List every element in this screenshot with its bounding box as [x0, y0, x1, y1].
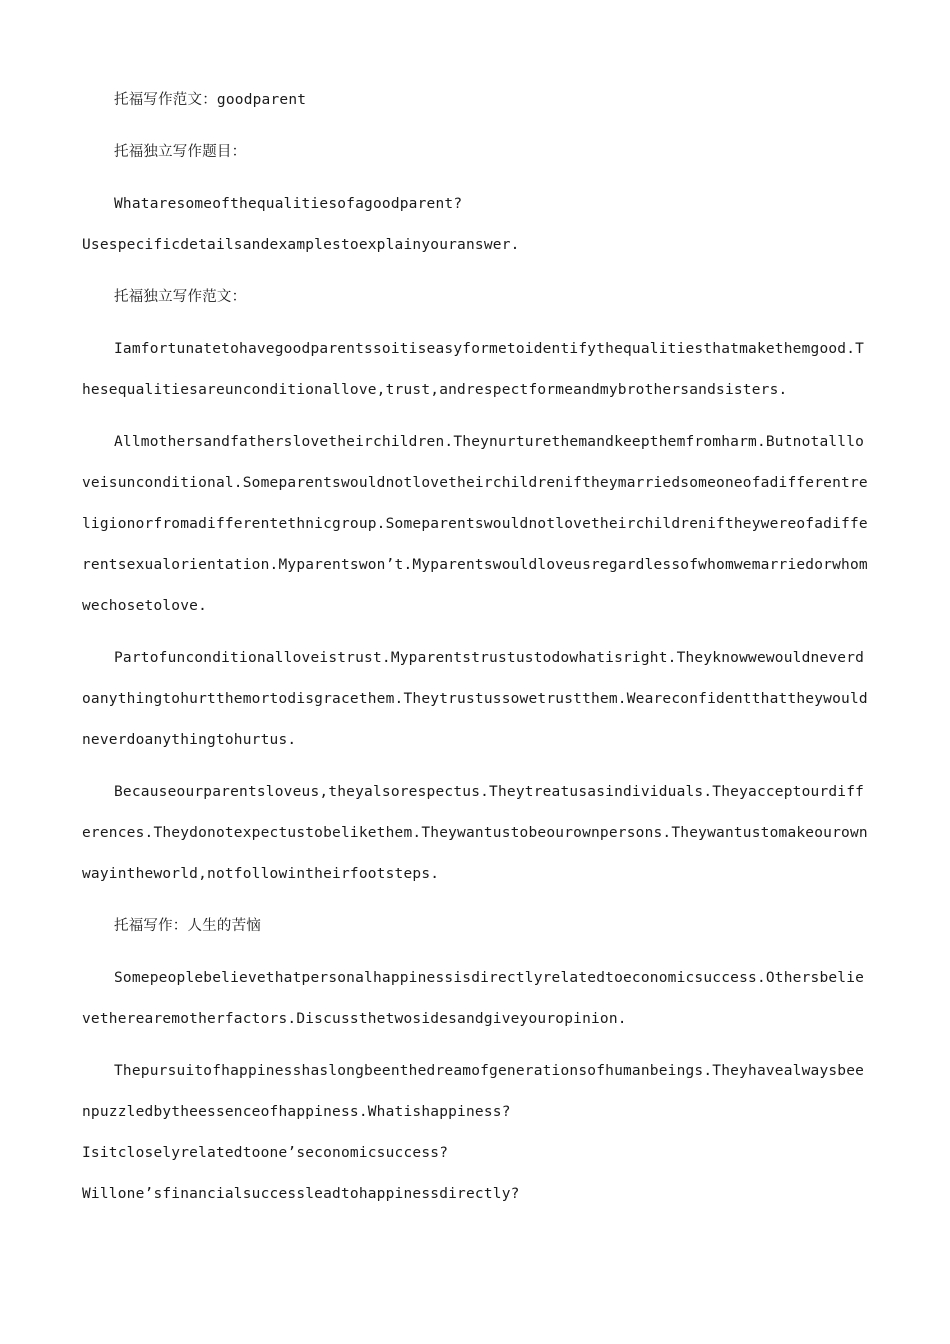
heading-independent-writing-topic: 托福独立写作题目： [114, 144, 247, 160]
document-body [82, 80, 872, 1226]
heading-sample-essay: 托福独立写作范文： [114, 289, 247, 305]
question-economic-success: Isitcloselyrelatedtoone’seconomicsuccess? [82, 1145, 449, 1161]
essay-paragraph-3: Partofunconditionalloveistrust.Myparentstrustustodowhatisright.Theyknowwewouldneverdoanythingtohurtthemortodisgracethem.Theytrustussowetrustthem.Weareconfidentthattheywouldneverdoanythingtohurtus. [82, 650, 868, 748]
heading-life-worries: 托福写作：人生的苦恼 [114, 918, 261, 934]
second-essay-paragraph: Thepursuitofhappinesshaslongbeenthedreamofgenerationsofhumanbeings.Theyhavealwaysbeenpuzzledbytheessenceofhappiness.Whatishappiness? [82, 1063, 865, 1120]
essay-paragraph-2: Allmothersandfatherslovetheirchildren.Theynurturethemandkeepthemfromharm.Butnotallloveisunconditional.Someparentswouldnotlovetheirchildreniftheymarriedsomeoneofadifferentreligionorfromadifferentethnicgroup.Someparentswouldnotlovetheirchildreniftheywereofadifferentsexualorientation.Myparentswon’t.Myparentswouldloveusregardlessofwhomwemarriedorwhomwechosetolove. [82, 434, 868, 614]
essay-paragraph-4: Becauseourparentsloveus,theyalsorespectus.Theytreatusasindividuals.Theyacceptourdifferences.Theydonotexpectustobelikethem.Theywantustobeourownpersons.Theywantustomakeourownwayintheworld,notfollowintheirfootsteps. [82, 784, 868, 882]
essay-paragraph-1: Iamfortunatetohavegoodparentssoitiseasyformetoidentifythequalitiesthatmakethemgood.Thesequalitiesareunconditionallove,trust,andrespectformeandmybrothersandsisters. [82, 341, 865, 398]
second-prompt: Somepeoplebelievethatpersonalhappinessisdirectlyrelatedtoeconomicsuccess.Othersbelievetherearemotherfactors.Discussthetwosidesandgiveyouropinion. [82, 970, 865, 1027]
prompt-instruction: Usespecificdetailsandexamplestoexplainyouranswer. [82, 237, 520, 253]
prompt-question: Whataresomeofthequalitiesofagoodparent? [114, 196, 463, 212]
question-financial-success: Willone’sfinancialsuccessleadtohappinessdirectly? [82, 1186, 520, 1202]
heading-good-parent: 托福写作范文：goodparent [114, 92, 307, 108]
